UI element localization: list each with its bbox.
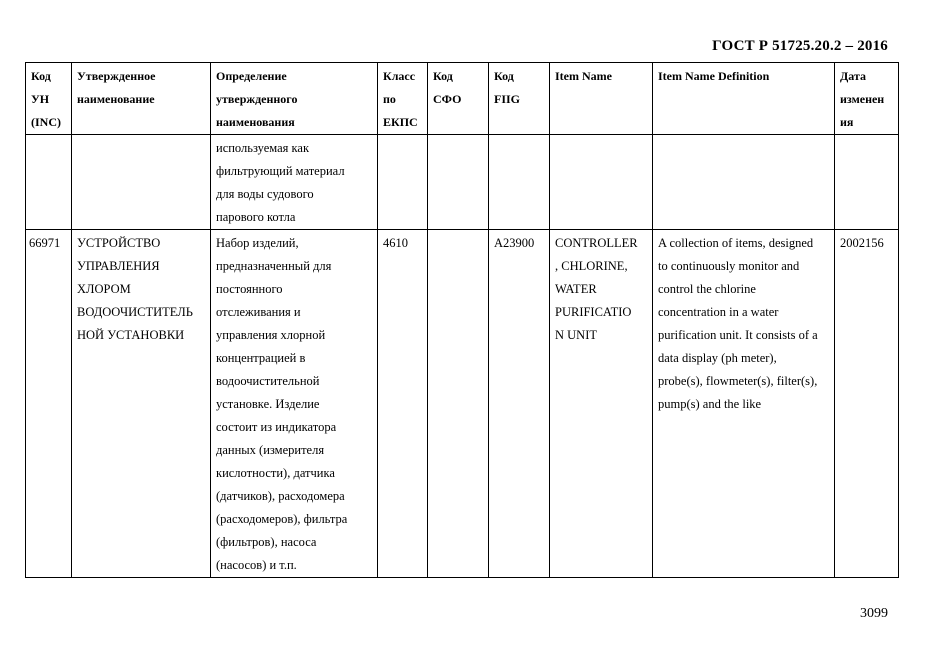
column-header-item-name: Item Name bbox=[550, 63, 653, 135]
cell-code-sfo bbox=[428, 230, 489, 578]
cell-class-ekps bbox=[378, 135, 428, 230]
cell-change-date bbox=[835, 135, 899, 230]
cell-inc bbox=[26, 135, 72, 230]
cell-definition: используемая как фильтрующий материал для воды судового парового котла bbox=[211, 135, 378, 230]
cell-code-fiig: A23900 bbox=[489, 230, 550, 578]
column-header-approved-name: Утвержденное наименование bbox=[72, 63, 211, 135]
column-header-code-fiig: Код FIIG bbox=[489, 63, 550, 135]
table-header-row bbox=[26, 63, 899, 135]
cell-inc: 66971 bbox=[26, 230, 72, 578]
cell-approved-name bbox=[72, 135, 211, 230]
column-header-inc: Код УН (INC) bbox=[26, 63, 72, 135]
column-header-change-date: Дата изменен ия bbox=[835, 63, 899, 135]
cell-class-ekps: 4610 bbox=[378, 230, 428, 578]
document-title: ГОСТ Р 51725.20.2 – 2016 bbox=[712, 38, 888, 54]
column-header-definition: Определение утвержденного наименования bbox=[211, 63, 378, 135]
cell-item-name bbox=[550, 135, 653, 230]
cell-approved-name: УСТРОЙСТВО УПРАВЛЕНИЯ ХЛОРОМ ВОДООЧИСТИТЕЛЬ НОЙ УСТАНОВКИ bbox=[72, 230, 211, 578]
column-header-item-name-definition: Item Name Definition bbox=[653, 63, 835, 135]
cell-code-sfo bbox=[428, 135, 489, 230]
cell-change-date: 2002156 bbox=[835, 230, 899, 578]
page-number: 3099 bbox=[860, 606, 888, 621]
column-header-code-sfo: Код СФО bbox=[428, 63, 489, 135]
cell-item-name: CONTROLLER , CHLORINE, WATER PURIFICATIO N UNIT bbox=[550, 230, 653, 578]
cell-definition: Набор изделий, предназначенный для постоянного отслеживания и управления хлорной концентрацией в водоочистительной установке. Изделие состоит из индикатора данных (измерителя кислотности), датчика (датчиков), расходомера (расходомеров), фильтра (фильтров), насоса (насосов) и т.п. bbox=[211, 230, 378, 578]
table-row-continued bbox=[26, 135, 899, 230]
catalog-table bbox=[25, 62, 899, 578]
cell-item-name-definition: A collection of items, designed to continuously monitor and control the chlorine concentration in a water purification unit. It consists of a data display (ph meter), probe(s), flowmeter(s), filter(s), pump(s) and the like bbox=[653, 230, 835, 578]
cell-code-fiig bbox=[489, 135, 550, 230]
cell-item-name-definition bbox=[653, 135, 835, 230]
table-row bbox=[26, 230, 899, 578]
column-header-class-ekps: Класс по ЕКПС bbox=[378, 63, 428, 135]
